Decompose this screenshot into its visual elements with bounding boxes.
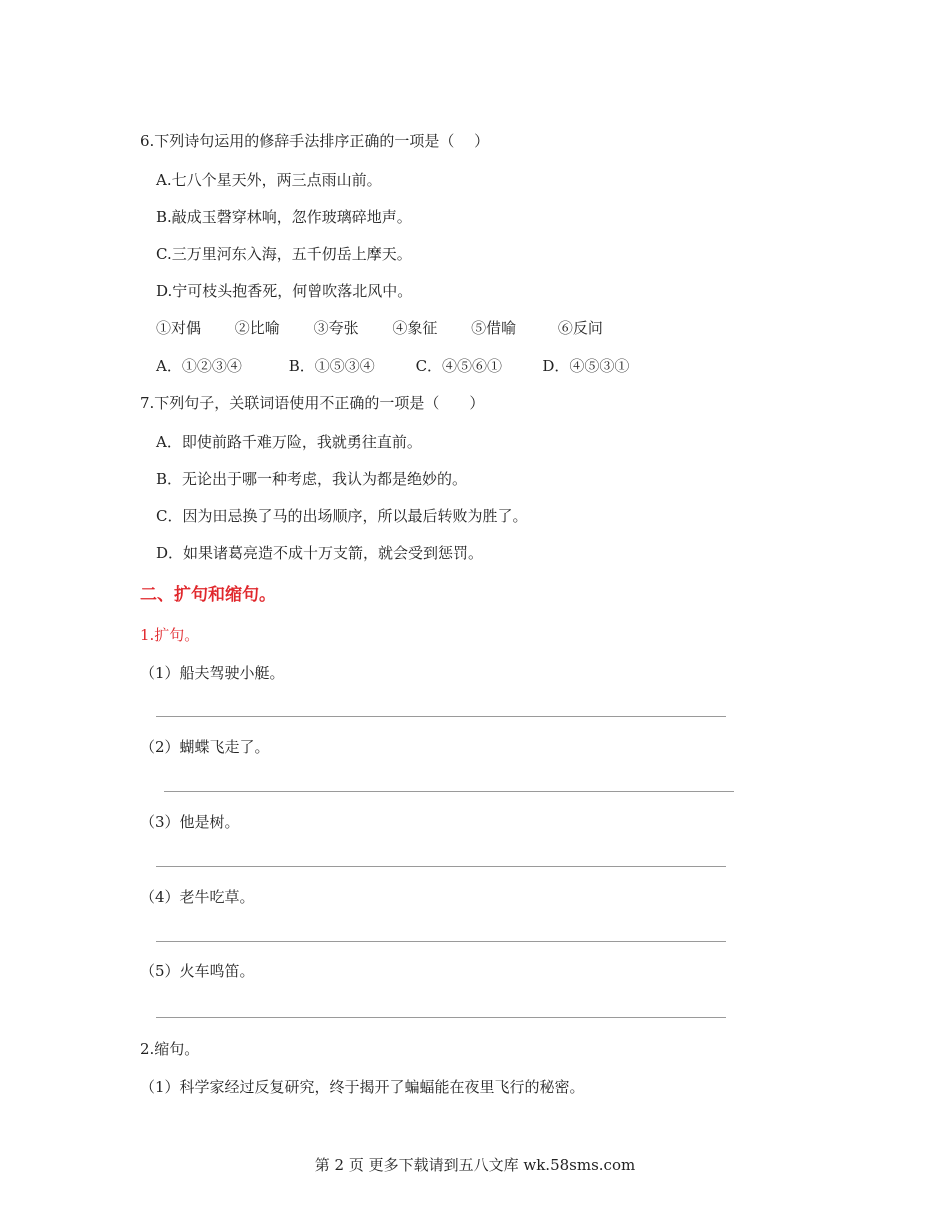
expand-item-1: （1）船夫驾驶小艇。 xyxy=(140,664,285,682)
q6-devices xyxy=(156,318,603,338)
device-item: ④象征 xyxy=(392,319,438,337)
device-item: ①对偶 xyxy=(156,319,202,337)
choice-item: C．④⑤⑥① xyxy=(415,357,503,375)
page-footer: 第 2 页 更多下载请到五八文库 wk.58sms.com xyxy=(314,1156,636,1174)
device-item: ⑥反问 xyxy=(557,319,603,337)
q7-line-d: D．如果诸葛亮造不成十万支箭，就会受到惩罚。 xyxy=(156,544,484,562)
q7-line-c: C．因为田忌换了马的出场顺序，所以最后转败为胜了。 xyxy=(156,507,528,525)
shrink-subtitle: 2.缩句。 xyxy=(140,1040,200,1058)
device-item: ⑤借喻 xyxy=(471,319,517,337)
expand-item-2: （2）蝴蝶飞走了。 xyxy=(140,738,270,756)
answer-line[interactable] xyxy=(156,866,726,867)
answer-line[interactable] xyxy=(156,1017,726,1018)
device-item: ③夸张 xyxy=(313,319,359,337)
q7-line-b: B．无论出于哪一种考虑，我认为都是绝妙的。 xyxy=(156,470,468,488)
section-title: 二、扩句和缩句。 xyxy=(140,585,276,605)
q7-line-a: A．即使前路千难万险，我就勇往直前。 xyxy=(156,433,422,451)
question-7-stem: 7.下列句子，关联词语使用不正确的一项是（ ） xyxy=(140,394,485,412)
q6-choices xyxy=(156,356,629,376)
answer-line[interactable] xyxy=(156,716,726,717)
choice-item: D．④⑤③① xyxy=(542,357,630,375)
q6-line-d: D.宁可枝头抱香死，何曾吹落北风中。 xyxy=(156,282,413,300)
q6-line-c: C.三万里河东入海，五千仞岳上摩天。 xyxy=(156,245,412,263)
q6-line-a: A.七八个星天外，两三点雨山前。 xyxy=(156,171,382,189)
q6-line-b: B.敲成玉磬穿林响，忽作玻璃碎地声。 xyxy=(156,208,412,226)
expand-subtitle: 1.扩句。 xyxy=(140,626,200,644)
shrink-item-1: （1）科学家经过反复研究，终于揭开了蝙蝠能在夜里飞行的秘密。 xyxy=(140,1078,585,1096)
expand-item-3: （3）他是树。 xyxy=(140,813,240,831)
expand-item-4: （4）老牛吃草。 xyxy=(140,888,255,906)
choice-item: A．①②③④ xyxy=(156,357,242,375)
question-6-stem: 6.下列诗句运用的修辞手法排序正确的一项是（ ） xyxy=(140,132,490,150)
choice-item: B．①⑤③④ xyxy=(288,357,375,375)
expand-item-5: （5）火车鸣笛。 xyxy=(140,962,255,980)
answer-line[interactable] xyxy=(156,941,726,942)
device-item: ②比喻 xyxy=(234,319,280,337)
answer-line[interactable] xyxy=(164,791,734,792)
